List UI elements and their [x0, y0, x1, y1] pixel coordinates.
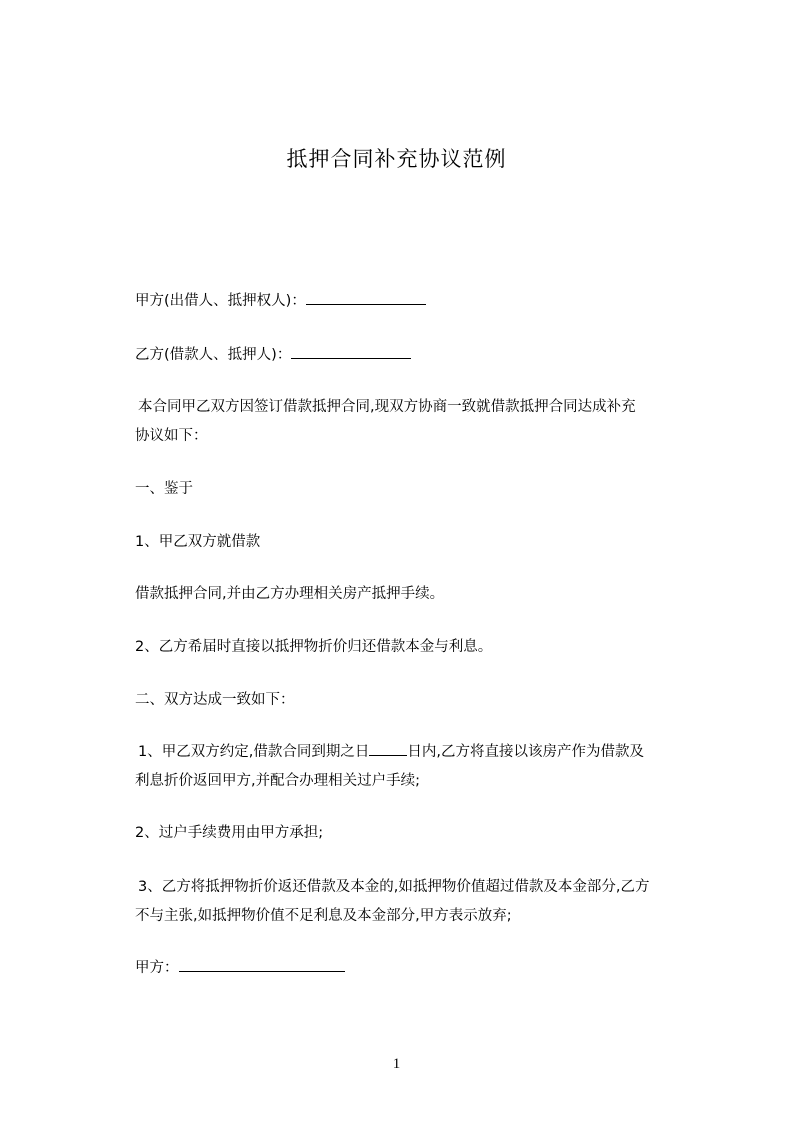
item-1-1-continued: 借款抵押合同,并由乙方办理相关房产抵押手续。: [135, 586, 445, 602]
intro-paragraph: [135, 393, 705, 451]
intro-line-1: 本合同甲乙双方因签订借款抵押合同,现双方协商一致就借款抵押合同达成补充: [138, 399, 636, 415]
item-2-1-text-b: 日内,乙方将直接以该房产作为借款及: [407, 744, 644, 760]
party-a-line: [135, 292, 426, 310]
item-2-3-line-2: 不与主张,如抵押物价值不足利息及本金部分,甲方表示放弃;: [135, 908, 512, 924]
item-2-3-line-1: 3、乙方将抵押物折价返还借款及本金的,如抵押物价值超过借款及本金部分,乙方: [138, 879, 650, 895]
intro-line-2: 协议如下：: [135, 428, 208, 444]
days-blank[interactable]: [369, 743, 407, 756]
party-b-line: [135, 346, 411, 364]
signature-a-blank[interactable]: [179, 959, 345, 972]
item-2-3-paragraph: [135, 873, 705, 931]
party-a-label: 甲方(出借人、抵押权人)：: [135, 293, 306, 309]
party-b-blank[interactable]: [291, 346, 411, 359]
section1-heading: 一、鉴于: [135, 481, 193, 497]
item-1-2: 2、乙方希届时直接以抵押物折价归还借款本金与利息。: [135, 639, 493, 655]
section2-heading: 二、双方达成一致如下：: [135, 692, 295, 708]
item-2-1-line-2: 利息折价返回甲方,并配合办理相关过户手续;: [135, 773, 420, 789]
item-2-1-text-a: 1、甲乙双方约定,借款合同到期之日: [138, 744, 370, 760]
item-2-2: 2、过户手续费用由甲方承担;: [135, 825, 324, 841]
page-number: 1: [392, 1056, 401, 1072]
signature-a-line: [135, 959, 345, 977]
party-a-blank[interactable]: [306, 292, 426, 305]
document-title: 抵押合同补充协议范例: [286, 147, 507, 171]
item-2-1-line-1: [135, 738, 705, 767]
party-b-label: 乙方(借款人、抵押人)：: [135, 347, 292, 363]
item-1-1: 1、甲乙双方就借款: [135, 534, 261, 550]
signature-a-label: 甲方：: [135, 960, 179, 976]
item-2-1-paragraph: [135, 738, 705, 796]
